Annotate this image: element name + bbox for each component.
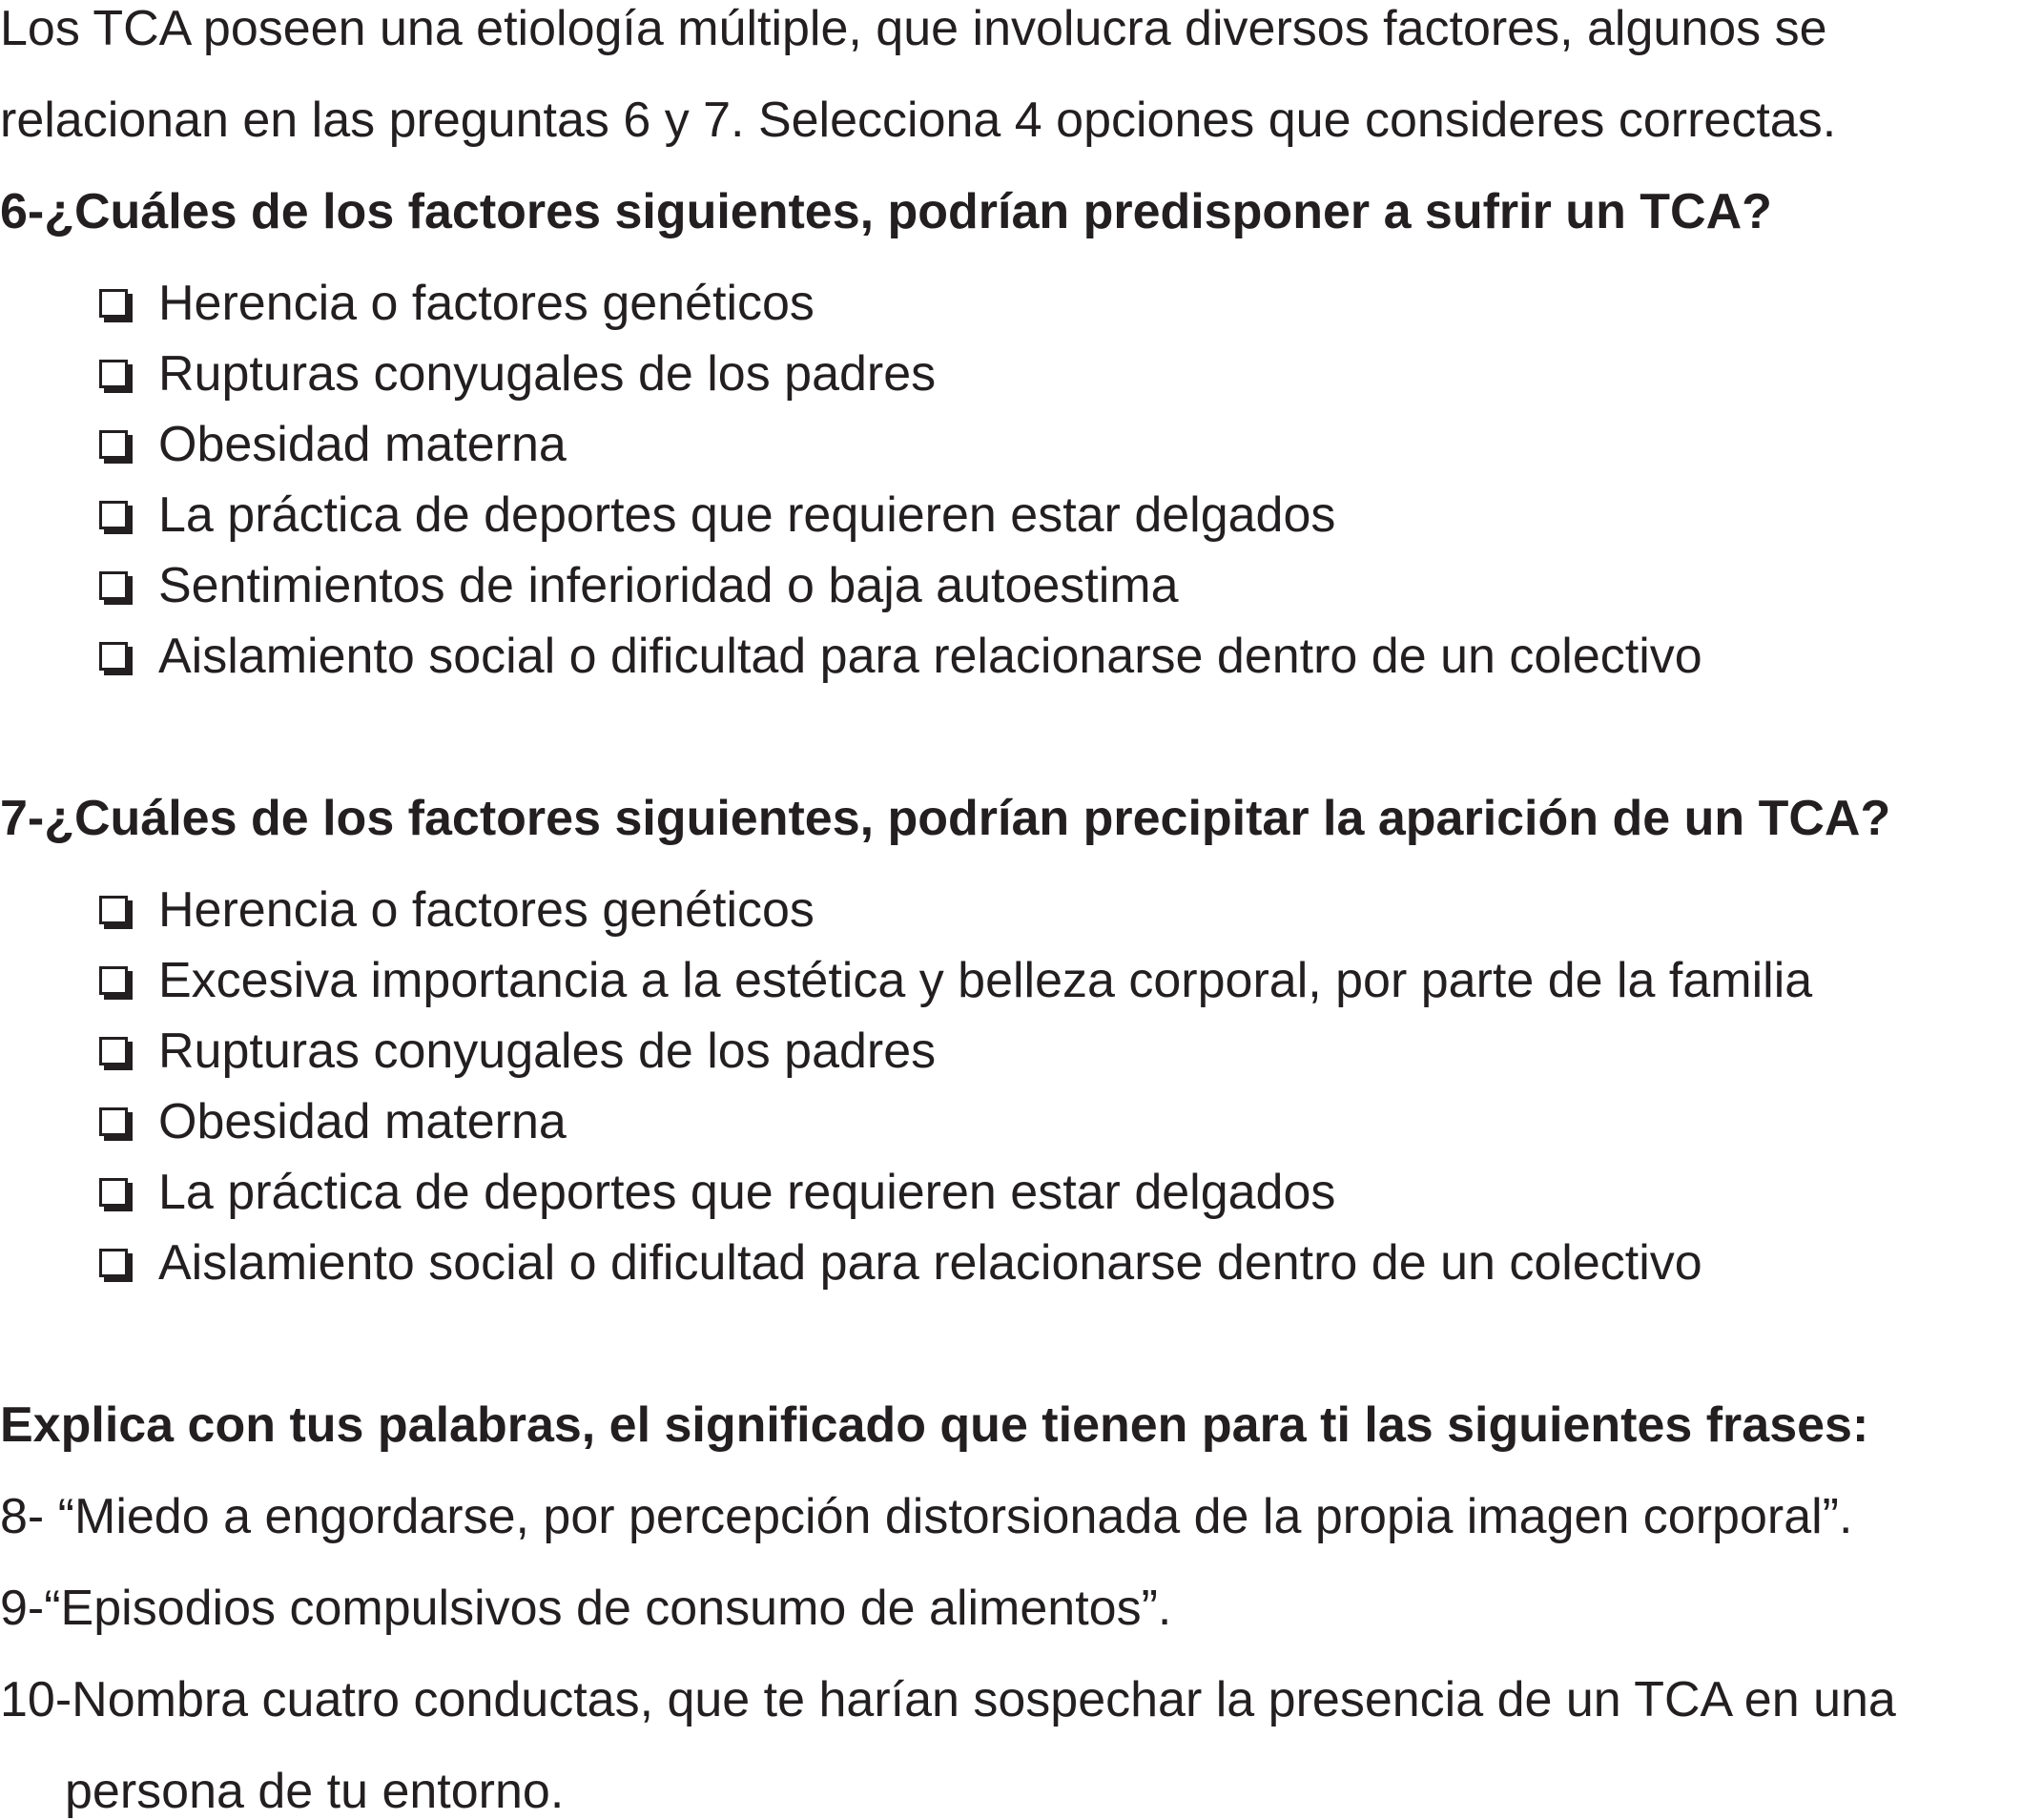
q6-option[interactable] (99, 628, 1702, 685)
question-10-line-2: persona de tu entorno. (65, 1764, 565, 1819)
question-8: 8- “Miedo a engordarse, por percepción distorsionada de la propia imagen corporal”. (0, 1489, 1853, 1544)
q6-option-label: Rupturas conyugales de los padres (158, 346, 937, 402)
checkbox-icon[interactable] (99, 501, 128, 529)
explain-heading: Explica con tus palabras, el significado que tienen para ti las siguientes frases: (0, 1397, 1869, 1453)
q6-option[interactable] (99, 275, 815, 332)
q6-option-label: Sentimientos de inferioridad o baja autoestima (158, 558, 1179, 613)
q7-option-label: Rupturas conyugales de los padres (158, 1024, 937, 1079)
q6-option[interactable] (99, 486, 1335, 544)
q7-option[interactable] (99, 1023, 936, 1080)
intro-line-2: relacionan en las preguntas 6 y 7. Selecciona 4 opciones que consideres correctas. (0, 93, 1837, 148)
checkbox-icon[interactable] (99, 360, 128, 388)
q6-option-label: Herencia o factores genéticos (158, 276, 815, 331)
q7-option-label: Aislamiento social o dificultad para relacionarse dentro de un colectivo (158, 1235, 1702, 1291)
q7-option-label: La práctica de deportes que requieren estar delgados (158, 1165, 1336, 1220)
checkbox-icon[interactable] (99, 1037, 128, 1065)
q7-option-label: Obesidad materna (158, 1094, 567, 1149)
checkbox-icon[interactable] (99, 1107, 128, 1136)
checkbox-icon[interactable] (99, 289, 128, 318)
q6-option[interactable] (99, 345, 936, 403)
q7-option-label: Excesiva importancia a la estética y belleza corporal, por parte de la familia (158, 953, 1813, 1008)
checkbox-icon[interactable] (99, 896, 128, 924)
q6-option-label: Obesidad materna (158, 417, 567, 472)
q6-option[interactable] (99, 557, 1179, 614)
checkbox-icon[interactable] (99, 1178, 128, 1207)
q6-option[interactable] (99, 416, 567, 473)
checkbox-icon[interactable] (99, 642, 128, 671)
q6-option-label: Aislamiento social o dificultad para relacionarse dentro de un colectivo (158, 629, 1702, 684)
question-9: 9-“Episodios compulsivos de consumo de alimentos”. (0, 1581, 1172, 1636)
checkbox-icon[interactable] (99, 1249, 128, 1277)
intro-line-1: Los TCA poseen una etiología múltiple, que involucra diversos factores, algunos se (0, 1, 1827, 56)
checkbox-icon[interactable] (99, 966, 128, 995)
q7-option-label: Herencia o factores genéticos (158, 882, 815, 938)
question-6-title: 6-¿Cuáles de los factores siguientes, podrían predisponer a sufrir un TCA? (0, 184, 1772, 239)
checkbox-icon[interactable] (99, 430, 128, 459)
q6-option-label: La práctica de deportes que requieren estar delgados (158, 487, 1336, 543)
q7-option[interactable] (99, 1234, 1702, 1292)
q7-option[interactable] (99, 881, 815, 939)
question-10-line-1: 10-Nombra cuatro conductas, que te harían sospechar la presencia de un TCA en una (0, 1672, 1896, 1727)
q7-option[interactable] (99, 1164, 1335, 1221)
checkbox-icon[interactable] (99, 571, 128, 600)
q7-option[interactable] (99, 1093, 567, 1150)
question-7-title: 7-¿Cuáles de los factores siguientes, podrían precipitar la aparición de un TCA? (0, 791, 1891, 846)
q7-option[interactable] (99, 952, 1812, 1009)
